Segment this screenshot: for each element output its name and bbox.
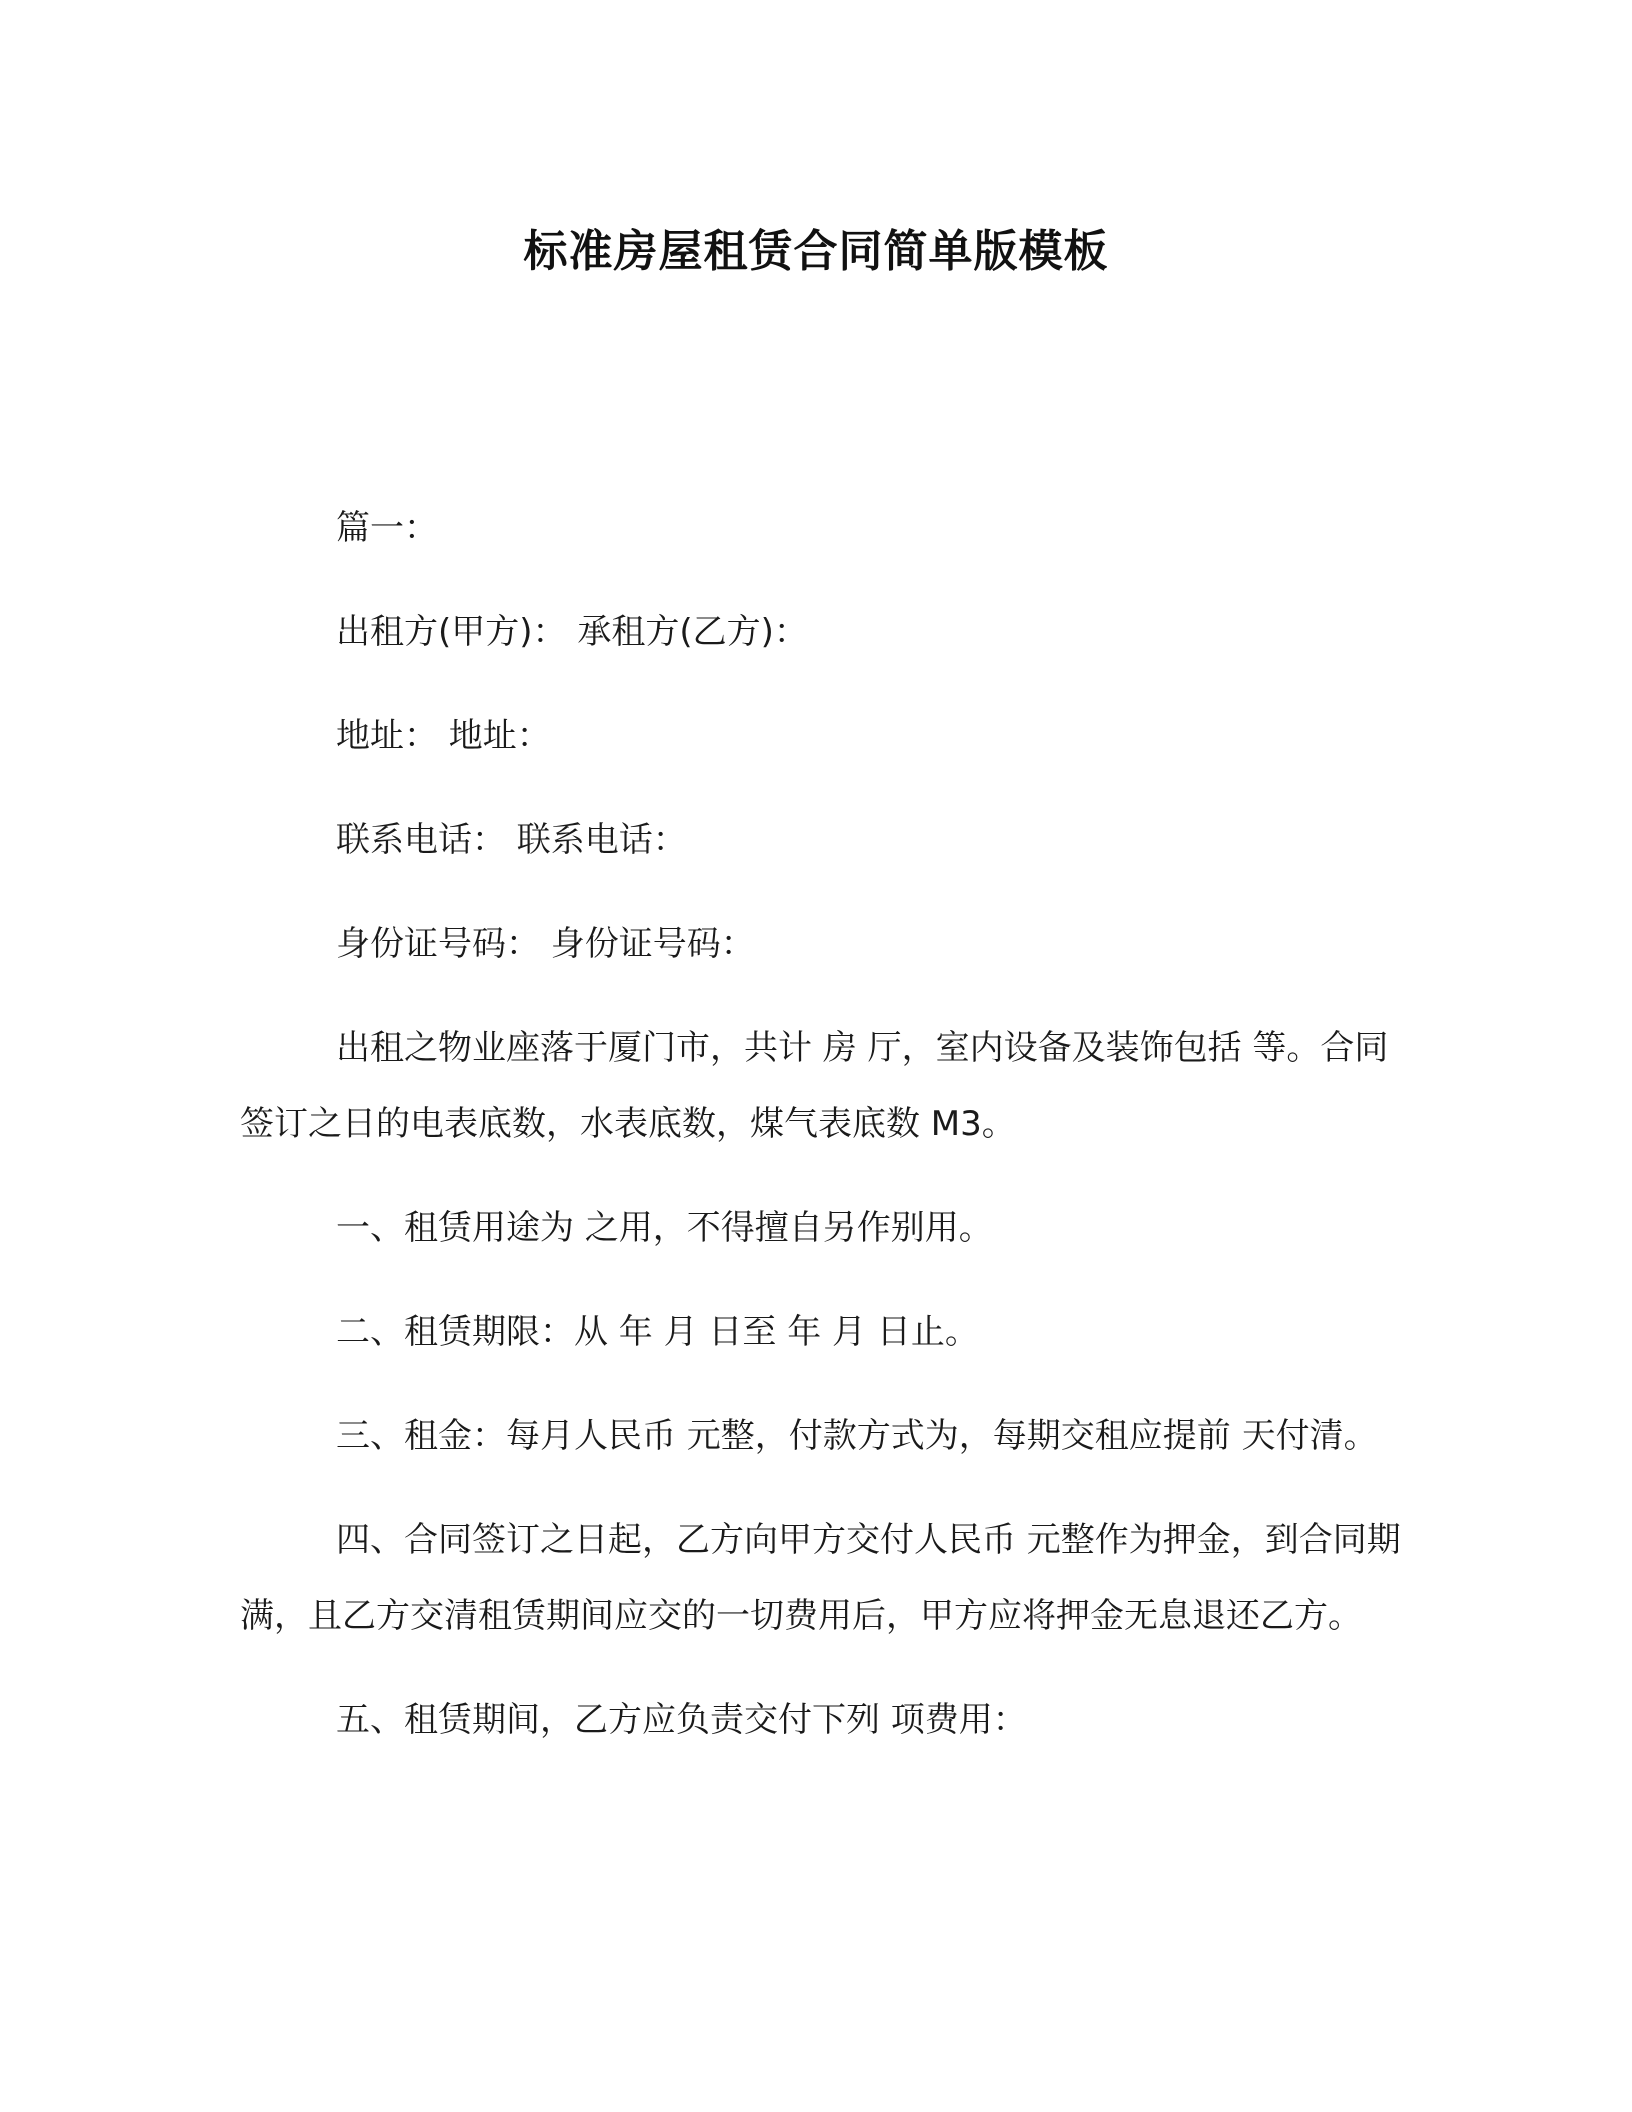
clause-1-purpose: 一、租赁用途为 之用，不得擅自另作别用。 [336, 1208, 993, 1248]
phone-line: 联系电话： 联系电话： [336, 820, 687, 860]
address-line: 地址： 地址： [336, 716, 551, 756]
clause-2-term: 二、租赁期限：从 年 月 日至 年 月 日止。 [336, 1312, 979, 1352]
parties-line: 出租方(甲方)： 承租方(乙方)： [336, 612, 808, 652]
clause-3-rent: 三、租金：每月人民币 元整，付款方式为，每期交租应提前 天付清。 [336, 1416, 1378, 1456]
id-number-line: 身份证号码： 身份证号码： [336, 924, 755, 964]
document-body [240, 490, 1410, 1786]
property-description-paragraph: 出租之物业座落于厦门市，共计 房 厅，室内设备及装饰包括 等。合同签订之日的电表底数，水表底数，煤气表底数 M3。 [240, 1028, 1389, 1144]
clause-4-deposit: 四、合同签订之日起，乙方向甲方交付人民币 元整作为押金，到合同期满，且乙方交清租赁期间应交的一切费用后，甲方应将押金无息退还乙方。 [240, 1520, 1401, 1636]
section-heading: 篇一： [336, 508, 438, 548]
document-title: 标准房屋租赁合同简单版模板 [523, 226, 1109, 277]
clause-5-fees: 五、租赁期间，乙方应负责交付下列 项费用： [336, 1700, 1027, 1740]
